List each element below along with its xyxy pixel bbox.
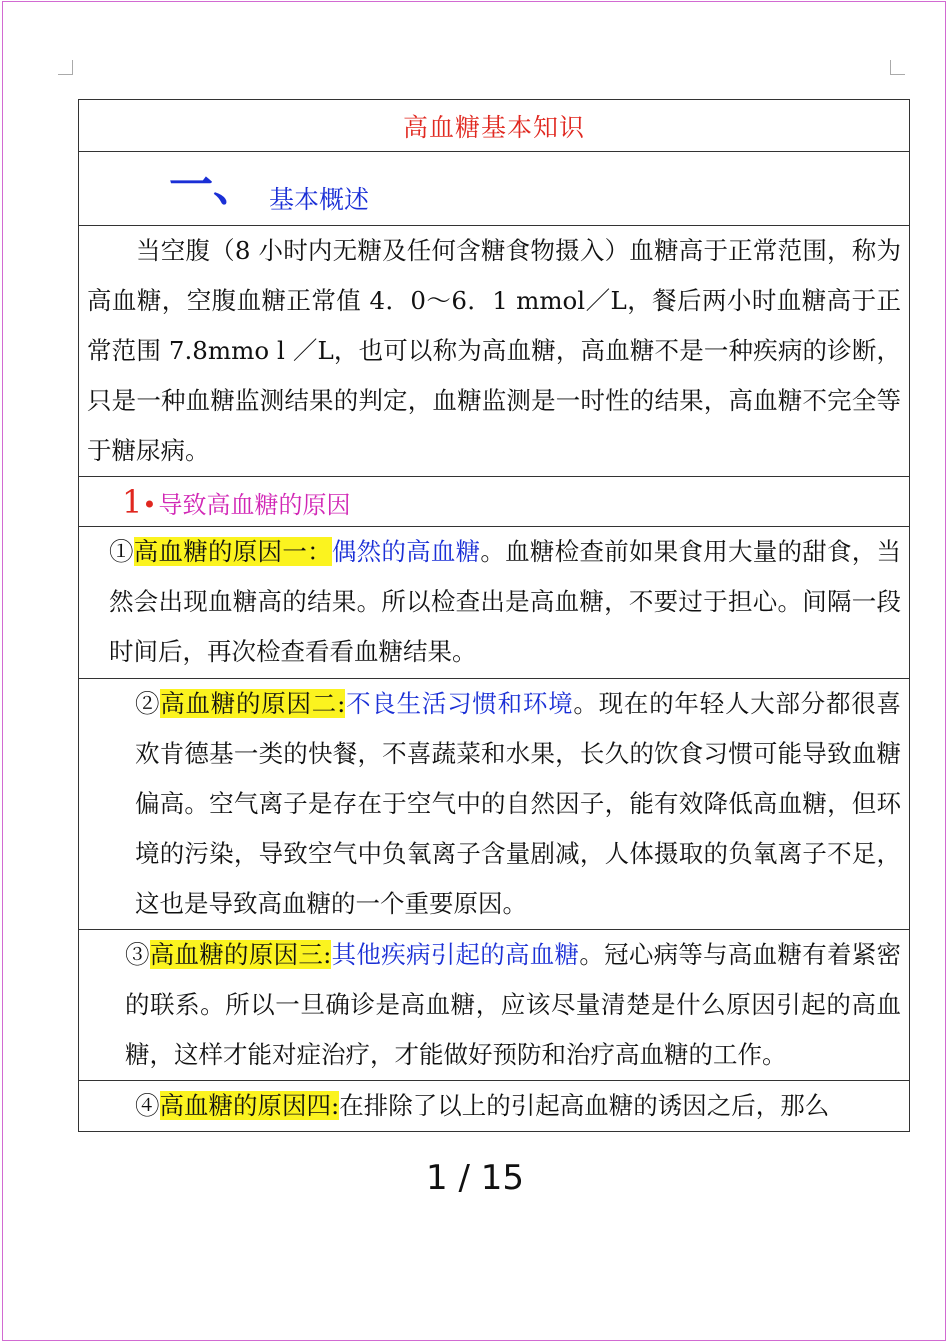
cause-cell-3 <box>79 930 910 1081</box>
overview-paragraph: 当空腹（8 小时内无糖及任何含糖食物摄入）血糖高于正常范围，称为高血糖，空腹血糖正常值 4．0～6．1 mmol／L，餐后两小时血糖高于正常范围 7.8mmo l ／L，也可以称为高血糖，高血糖不是一种疾病的诊断，只是一种血糖监测结果的判定，血糖监测是一时性的结果，高血糖不完全等于糖尿病。 <box>87 236 901 465</box>
document-title: 高血糖基本知识 <box>402 112 585 142</box>
section-title: 基本概述 <box>269 184 370 214</box>
cause-paragraph-2 <box>87 679 901 929</box>
cause-row-1 <box>79 527 910 679</box>
cause-name: 其他疾病引起的高血糖 <box>331 940 580 969</box>
cause-label-highlight: 高血糖的原因三: <box>149 940 332 969</box>
cause-row-2 <box>79 679 910 930</box>
cause-name: 偶然的高血糖 <box>331 537 481 566</box>
title-row <box>79 100 910 152</box>
cause-row-4 <box>79 1081 910 1132</box>
crop-mark-top-left <box>58 60 73 75</box>
subsection-number: 1 <box>122 482 143 521</box>
page-number: 1 / 15 <box>426 1158 524 1198</box>
cause-text: 。血糖检查前如果食用大量的甜食，当然会出现血糖高的结果。所以检查出是高血糖，不要过于担心。间隔一段时间后，再次检查看看血糖结果。 <box>109 537 902 666</box>
content-table <box>78 99 910 1132</box>
cause-paragraph-4 <box>87 1081 901 1131</box>
overview-row <box>79 226 910 477</box>
cause-label-highlight: 高血糖的原因四: <box>159 1091 340 1120</box>
cause-cell-4 <box>79 1081 910 1132</box>
cause-marker: ① <box>109 537 134 566</box>
cause-paragraph-3 <box>87 930 901 1080</box>
cause-marker: ③ <box>125 940 150 969</box>
cause-paragraph-1 <box>87 527 901 677</box>
subsection-bullet: • <box>142 490 157 519</box>
cause-label-highlight: 高血糖的原因一： <box>133 537 332 566</box>
section-number: 一、 <box>169 159 257 211</box>
cause-text: 。冠心病等与高血糖有着紧密的联系。所以一旦确诊是高血糖，应该尽量清楚是什么原因引起的高血糖，这样才能对症治疗，才能做好预防和治疗高血糖的工作。 <box>125 940 901 1069</box>
cause-row-3 <box>79 930 910 1081</box>
cause-cell-1 <box>79 527 910 679</box>
overview-cell <box>79 226 910 477</box>
title-cell <box>79 100 910 152</box>
subsection-heading-row <box>79 477 910 527</box>
cause-marker: ④ <box>135 1091 160 1120</box>
crop-mark-top-right <box>890 60 905 75</box>
section-heading-row <box>79 152 910 226</box>
cause-name: 不良生活习惯和环境 <box>345 689 574 718</box>
section-heading-cell <box>79 152 910 226</box>
cause-text: 。现在的年轻人大部分都很喜欢肯德基一类的快餐，不喜蔬菜和水果，长久的饮食习惯可能导致血糖偏高。空气离子是存在于空气中的自然因子，能有效降低高血糖，但环境的污染，导致空气中负氧离子含量剧减，人体摄取的负氧离子不足，这也是导致高血糖的一个重要原因。 <box>135 689 901 918</box>
cause-text: 在排除了以上的引起高血糖的诱因之后，那么 <box>339 1091 830 1120</box>
cause-label-highlight: 高血糖的原因二: <box>160 689 346 718</box>
cause-cell-2 <box>79 679 910 930</box>
cause-marker: ② <box>135 689 161 718</box>
subsection-heading-cell <box>79 477 910 527</box>
subsection-title: 导致高血糖的原因 <box>158 490 351 519</box>
